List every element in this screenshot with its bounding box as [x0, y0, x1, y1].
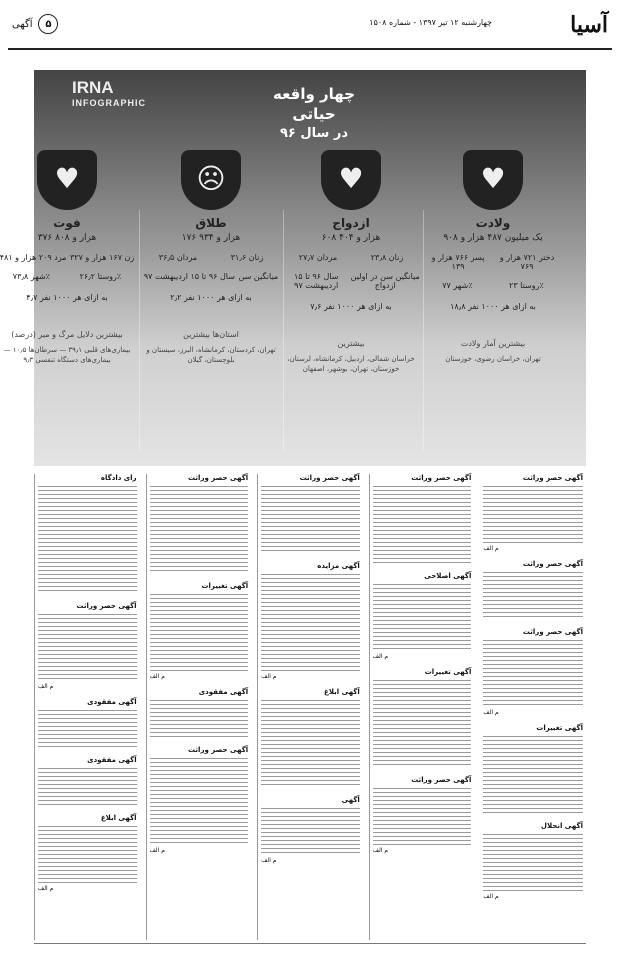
ad-block — [483, 628, 583, 716]
ad-title: آگهی حصر وراثت — [299, 474, 360, 482]
page-footer-rule — [34, 943, 586, 952]
ad-signature: م الف — [483, 709, 499, 716]
ad-title: آگهی اصلاحی — [424, 572, 472, 580]
top-list: بیماری‌های قلبی ۳۹٫۱ — سرطان‌ها ۱۰٫۵ — بیماری‌های دستگاه تنفسی ۹٫۳ — [3, 346, 131, 364]
rural-stat: میانگین سن — [238, 272, 279, 281]
rate-per-thousand: ۴٫۷ به ازای هر ۱۰۰۰ نفر — [26, 293, 108, 302]
rate-per-thousand: ۷٫۶ به ازای هر ۱۰۰۰ نفر — [310, 302, 392, 311]
ad-title: آگهی تغییرات — [424, 668, 472, 676]
ad-signature: م الف — [483, 893, 499, 900]
male-stat: مردان ۳۶٫۵ — [158, 253, 198, 262]
ad-block — [38, 698, 137, 748]
ad-block — [483, 822, 583, 900]
ad-signature: م الف — [38, 885, 54, 892]
ad-block — [373, 572, 472, 660]
ad-block — [38, 756, 137, 806]
event-name: طلاق — [195, 216, 227, 230]
ad-column — [146, 474, 252, 940]
ad-signature: م الف — [372, 847, 389, 854]
ad-block — [373, 474, 472, 564]
ad-body-text — [373, 786, 472, 846]
ad-title: رای دادگاه — [100, 474, 137, 482]
female-stat: دختر ۷۲۱ هزار و ۷۶۹ — [499, 253, 555, 271]
title-text: چهار واقعه حیاتی — [272, 85, 356, 123]
rural-stat: روستا ۲۶٫۲٪ — [79, 272, 122, 281]
rural-stat: روستا ۲۳٪ — [509, 281, 544, 290]
section-label: آگهی — [12, 18, 33, 30]
top-heading: استان‌ها بیشترین — [183, 330, 239, 339]
divorce-icon: ☹ — [181, 150, 241, 210]
ad-block — [38, 814, 137, 892]
ad-block — [261, 688, 360, 788]
ad-column — [34, 474, 140, 940]
ad-signature: م الف — [149, 673, 165, 680]
ad-title: آگهی حصر وراثت — [188, 474, 249, 482]
female-stat: زنان ۲۳٫۸ — [370, 253, 404, 262]
ad-title: آگهی حصر وراثت — [411, 776, 472, 784]
ad-block — [38, 474, 137, 594]
event-column-1 — [424, 140, 562, 460]
top-list: تهران، کردستان، کرمانشاه، البرز، سیستان و بلوچستان، گیلان — [146, 346, 276, 364]
ad-block — [483, 474, 583, 552]
male-stat: مردان ۲۷٫۷ — [298, 253, 338, 262]
top-heading: بیشترین آمار ولادت — [460, 339, 526, 348]
baby-icon: ♥ — [463, 150, 523, 210]
ad-block — [150, 688, 249, 738]
subtitle-text: در سال ۹۶ — [279, 126, 349, 141]
ad-title: آگهی حصر وراثت — [522, 628, 583, 636]
male-stat: مرد ۲۰۹ هزار و ۴۸۱ — [0, 253, 67, 262]
urban-stat: سال ۹۶ تا ۱۵ اردیبهشت ۹۷ — [143, 272, 235, 281]
ad-title: آگهی حصر وراثت — [522, 560, 583, 568]
ad-title: آگهی مفقودی — [87, 756, 137, 764]
urban-stat: شهر ۷۷٪ — [442, 281, 473, 290]
event-column-2 — [282, 140, 420, 460]
couple-icon: ♥ — [321, 150, 381, 210]
top-list: تهران، خراسان رضوی، خوزستان — [445, 355, 541, 363]
newspaper-logo: آسیا — [570, 12, 608, 38]
ad-signature: م الف — [261, 673, 277, 680]
ad-block — [261, 474, 360, 554]
ad-block — [150, 582, 249, 680]
ad-block — [38, 602, 137, 690]
ad-body-text — [261, 572, 360, 672]
newspaper-header — [8, 4, 612, 50]
ad-title: آگهی تغییرات — [536, 724, 583, 732]
ad-body-text — [483, 570, 583, 620]
ad-block — [483, 560, 583, 620]
event-name: فوت — [53, 216, 81, 230]
ad-body-text — [483, 484, 583, 544]
female-stat: زن ۱۶۷ هزار و ۳۲۷ — [69, 253, 135, 262]
ad-title: آگهی حصر وراثت — [76, 602, 137, 610]
ad-block — [373, 668, 472, 768]
ad-body-text — [261, 698, 360, 788]
rate-per-thousand: ۱۸٫۸ به ازای هر ۱۰۰۰ نفر — [450, 302, 536, 311]
urban-stat: سال ۹۶ تا ۱۵ اردیبهشت ۹۷ — [294, 272, 339, 290]
ad-title: آگهی مفقودی — [198, 688, 249, 696]
rural-stat: میانگین سن در اولین ازدواج — [350, 272, 420, 290]
infographic-title — [254, 84, 374, 144]
ad-body-text — [373, 582, 472, 652]
ad-title: آگهی حصر وراثت — [522, 474, 583, 482]
ad-block — [373, 776, 472, 854]
ad-title: آگهی ابلاغ — [100, 814, 137, 822]
ad-title: آگهی مزایده — [317, 562, 360, 570]
ad-signature: م الف — [372, 653, 389, 660]
ad-block — [150, 746, 249, 854]
top-heading: بیشترین — [337, 339, 365, 348]
divider — [139, 210, 140, 450]
female-stat: زنان ۳۱٫۶ — [230, 253, 264, 262]
ad-block — [483, 724, 583, 814]
ad-title: آگهی حصر وراثت — [188, 746, 249, 754]
ad-title: آگهی انحلال — [540, 822, 583, 830]
page-number: ۵ — [38, 14, 58, 34]
urban-stat: شهر ۷۳٫۸٪ — [12, 272, 50, 281]
rate-per-thousand: ۲٫۲ به ازای هر ۱۰۰۰ نفر — [170, 293, 252, 302]
ad-body-text — [150, 592, 249, 672]
issue-date: چهارشنبه ۱۲ تیر ۱۳۹۷ - شماره ۱۵۰۸ — [369, 18, 492, 27]
ad-title: آگهی — [341, 796, 360, 804]
ad-body-text — [38, 766, 137, 806]
ad-body-text — [38, 708, 137, 748]
ad-body-text — [38, 484, 137, 594]
ad-block — [261, 562, 360, 680]
ad-block — [150, 474, 249, 574]
ad-column — [369, 474, 475, 940]
event-total: ۶۰۸ هزار و ۴۰۴ — [321, 233, 381, 243]
ad-body-text — [483, 832, 583, 892]
event-total: یک میلیون ۴۸۷ هزار و ۹۰۸ — [443, 233, 543, 243]
event-name: ولادت — [475, 216, 511, 230]
ad-body-text — [150, 698, 249, 738]
event-name: ازدواج — [332, 216, 370, 230]
ad-body-text — [150, 484, 249, 574]
ad-signature: م الف — [261, 857, 277, 864]
ad-title: آگهی حصر وراثت — [411, 474, 472, 482]
irna-label: IRNA — [72, 78, 114, 97]
death-icon: ♥ — [37, 150, 97, 210]
ad-body-text — [38, 612, 137, 682]
ad-body-text — [373, 484, 472, 564]
event-column-4 — [0, 140, 136, 460]
ad-signature: م الف — [483, 545, 499, 552]
page-indicator — [12, 14, 58, 34]
ad-body-text — [373, 678, 472, 768]
ad-title: آگهی تغییرات — [201, 582, 249, 590]
ad-body-text — [261, 484, 360, 554]
ad-title: آگهی ابلاغ — [324, 688, 360, 696]
ad-body-text — [150, 756, 249, 846]
ad-body-text — [38, 824, 137, 884]
ad-body-text — [483, 734, 583, 814]
male-stat: پسر ۷۶۶ هزار و ۱۳۹ — [431, 253, 485, 271]
infographic — [0, 70, 586, 466]
ad-signature: م الف — [38, 683, 54, 690]
event-column-3 — [142, 140, 280, 460]
event-total: ۱۷۶ هزار و ۹۳۴ — [181, 233, 241, 243]
ad-column — [257, 474, 363, 940]
top-list: خراسان شمالی، اردبیل، کرمانشاه، لرستان، خوزستان، تهران، بوشهر، اصفهان — [287, 355, 415, 373]
ad-title: آگهی مفقودی — [87, 698, 137, 706]
ad-body-text — [261, 806, 360, 856]
ad-body-text — [483, 638, 583, 708]
ad-block — [261, 796, 360, 864]
irna-logo — [72, 78, 146, 108]
event-total: ۳۷۶ هزار و ۸۰۸ — [37, 233, 97, 243]
ad-signature: م الف — [149, 847, 165, 854]
classified-ads — [34, 474, 586, 940]
irna-sub: INFOGRAPHIC — [72, 98, 146, 108]
ad-column — [480, 474, 586, 940]
top-heading: بیشترین دلایل مرگ و میر (درصد) — [11, 330, 123, 339]
